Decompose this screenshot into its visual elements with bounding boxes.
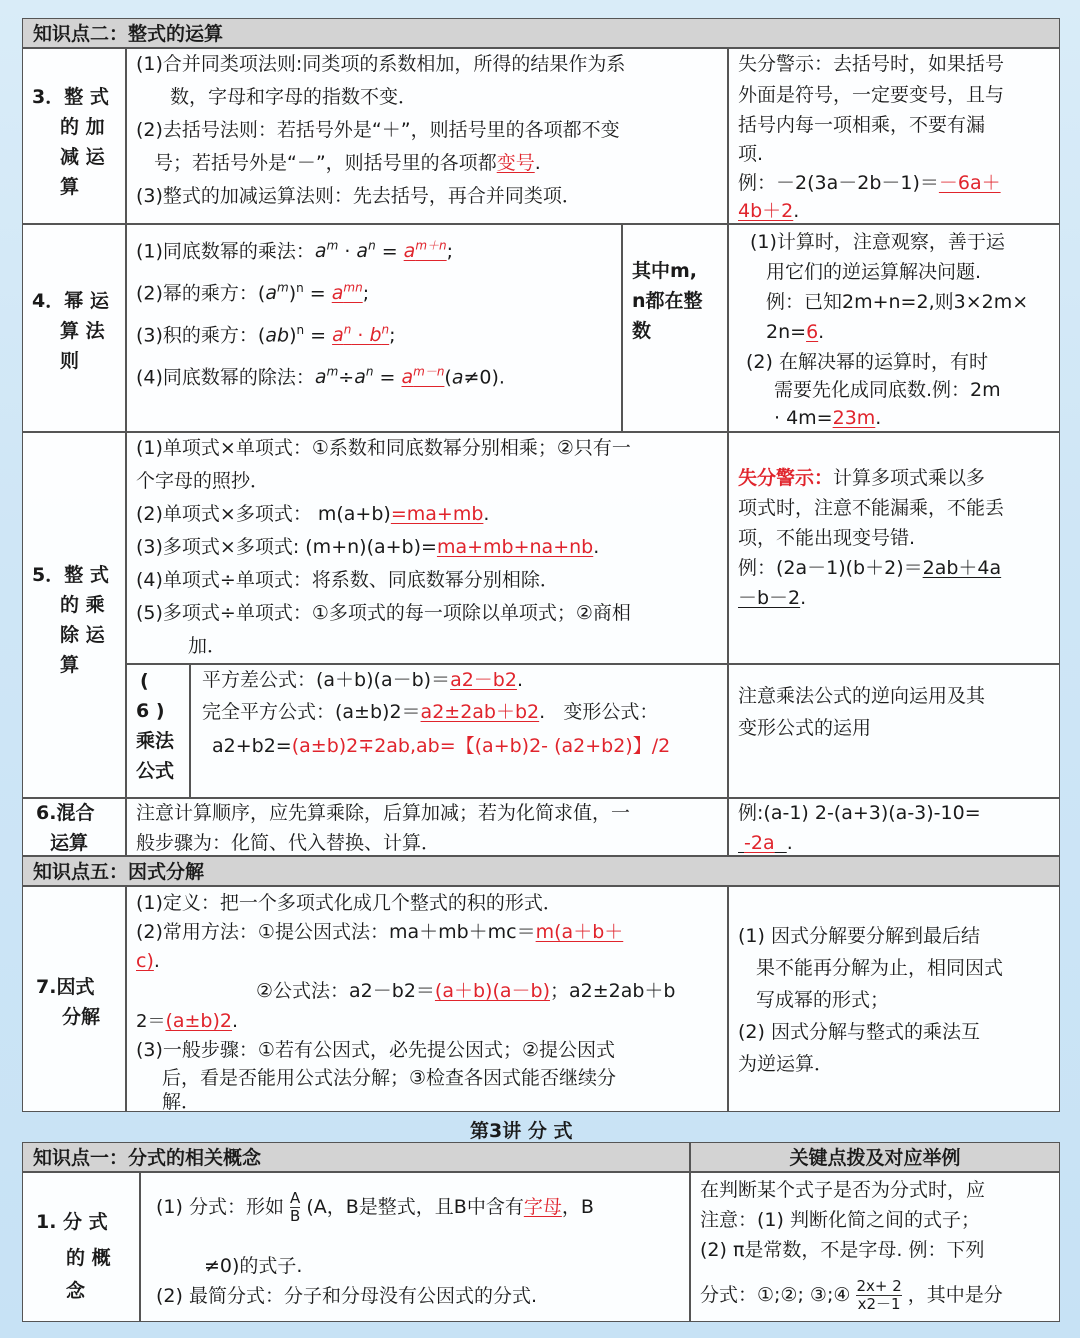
answer-text: (a±b)2 bbox=[165, 1010, 232, 1032]
note-text: 在判断某个式子是否为分式时，应 bbox=[700, 1179, 986, 1201]
note-text: -2a . bbox=[744, 832, 793, 854]
text-part: 分式：①;②; ③;④ bbox=[700, 1284, 851, 1306]
label-line: 6.混合 bbox=[36, 802, 95, 824]
label-line: 运算 bbox=[50, 832, 89, 854]
note-text: 为逆运算． bbox=[738, 1053, 834, 1075]
label-line: 4．幂 运 bbox=[32, 290, 109, 312]
text-part: (1)同底数幂的乘法： bbox=[136, 240, 315, 263]
note-text: 项式时，注意不能漏乘，不能丢 bbox=[738, 497, 1005, 519]
rule-text bbox=[136, 917, 623, 947]
label-line: 7.因式 bbox=[36, 976, 95, 998]
note-text: 注意乘法公式的逆向运用及其 bbox=[738, 685, 986, 707]
rule-text: 解． bbox=[162, 1091, 201, 1113]
label-line: 算 bbox=[60, 654, 80, 676]
label-line: 的 乘 bbox=[60, 594, 105, 616]
row-label bbox=[36, 798, 94, 858]
fraction-num: 2x+ 2 bbox=[856, 1277, 902, 1295]
text-part: ；a2±2ab＋b bbox=[549, 980, 676, 1002]
rule-text: (1)单项式×单项式：①系数和同底数幂分别相乘；②只有一 bbox=[136, 437, 631, 459]
label-line: 乘法 bbox=[136, 730, 175, 752]
rule-text: 个字母的照抄． bbox=[136, 470, 270, 492]
text-part: (3)多项式×多项式: (m+n)(a+b)= bbox=[136, 536, 437, 558]
answer-text: =ma+mb bbox=[390, 503, 484, 525]
rule-text: (3)一般步骤：①若有公因式，必先提公因式；②提公因式 bbox=[136, 1039, 615, 1061]
answer-text: ma+mb+na+nb bbox=[436, 536, 594, 558]
text-part: ②公式法：a2－b2＝ bbox=[256, 980, 435, 1002]
text-part: ，B bbox=[561, 1196, 594, 1218]
text-part: 计算多项式乘以多 bbox=[833, 467, 986, 489]
answer-text: －b－2 bbox=[738, 587, 801, 609]
note-text: 外面是符号，一定要变号，且与 bbox=[738, 84, 1005, 106]
rule-text: (1)合并同类项法则:同类项的系数相加，所得的结果作为系 bbox=[136, 53, 626, 75]
note-text: 用它们的逆运算解决问题. bbox=[766, 261, 982, 283]
text-part: (A，B是整式，且B中含有 bbox=[306, 1196, 524, 1218]
rule-text bbox=[256, 976, 676, 1006]
answer-text: m(a＋b＋ bbox=[535, 921, 624, 943]
label-line: 算 bbox=[60, 176, 80, 198]
label-line: 除 运 bbox=[60, 624, 105, 646]
formula-line: 完全平方公式：(a±b)2＝a2±2ab＋b2. 变形公式： bbox=[202, 701, 659, 723]
note-text bbox=[738, 462, 985, 495]
note-text bbox=[700, 1278, 1003, 1313]
row-label bbox=[36, 972, 100, 1032]
answer-text: (a＋b)(a－b) bbox=[434, 980, 550, 1002]
label-line: ( bbox=[140, 670, 149, 692]
label-line: 1. 分 式 bbox=[36, 1211, 108, 1233]
rule-text: (2)单项式×多项式： m(a+b)=ma+mb. bbox=[136, 503, 490, 525]
label-line: 的 概 bbox=[66, 1247, 111, 1269]
section-header-examples bbox=[690, 1142, 1060, 1172]
mid-note-line: 数 bbox=[632, 320, 652, 342]
label-line: 3．整 式 bbox=[32, 86, 109, 108]
note-text: 例:(a-1) 2-(a+3)(a-3)-10= bbox=[738, 802, 981, 824]
label-line: 的 加 bbox=[60, 116, 105, 138]
row-label bbox=[32, 560, 122, 680]
note-text: 例：已知2m+n=2,则3×2m× bbox=[766, 291, 1029, 313]
note-text: 注意：(1) 判断化简之间的式子； bbox=[700, 1209, 980, 1231]
note-text: (1)计算时，注意观察，善于运 bbox=[750, 231, 1005, 253]
note-text bbox=[738, 552, 1001, 585]
formula-line: (3)积的乘方：$(ab)^n = a^n \cdot b^n$; bbox=[136, 323, 396, 347]
section-header-text: 关键点拨及对应举例 bbox=[789, 1147, 961, 1169]
fraction bbox=[856, 1278, 901, 1313]
label-line: 5．整 式 bbox=[32, 564, 109, 586]
fraction bbox=[290, 1190, 300, 1225]
note-text: · 4m=23m. bbox=[774, 407, 882, 429]
rule-text: 后，看是否能用公式法分解；③检查各因式能否继续分 bbox=[162, 1067, 617, 1089]
text-part: 2n= bbox=[766, 321, 807, 343]
rule-text: (5)多项式÷单项式：①多项式的每一项除以单项式；②商相 bbox=[136, 602, 631, 624]
note-text: 失分警示：去括号时，如果括号 bbox=[738, 53, 1005, 75]
text-part: . bbox=[793, 200, 800, 222]
answer-text: -2a bbox=[744, 832, 775, 854]
label-line: 分解 bbox=[62, 1006, 101, 1028]
rule-text: 数，字母和字母的指数不变． bbox=[170, 86, 418, 108]
note-text: 2n=6. bbox=[766, 321, 825, 343]
fraction-num: A bbox=[290, 1189, 301, 1207]
text-part: 完全平方公式：(a±b)2＝ bbox=[202, 701, 421, 723]
text-part: ，其中是分 bbox=[907, 1284, 1003, 1306]
text-part: 号；若括号外是“－”，则括号里的各项都 bbox=[154, 152, 497, 174]
note-text: (1) 因式分解要分解到最后结 bbox=[738, 925, 980, 947]
rule-text: (2)去括号法则：若括号外是“＋”，则括号里的各项都不变 bbox=[136, 119, 620, 141]
answer-text: 4b＋2 bbox=[738, 200, 794, 222]
rule-text: (1)定义：把一个多项式化成几个整式的积的形式． bbox=[136, 892, 562, 914]
formula-line bbox=[212, 730, 670, 763]
text-part: 例：－2(3a－2b－1)＝ bbox=[738, 172, 939, 194]
rule-text bbox=[156, 1190, 594, 1225]
mid-note-line: 其中m, bbox=[632, 260, 698, 282]
note-text: 需要先化成同底数.例：2m bbox=[774, 379, 1001, 401]
text-part: 例：(2a－1)(b＋2)＝ bbox=[738, 557, 923, 579]
note-text: 项. bbox=[738, 143, 764, 165]
answer-text: －6a＋ bbox=[938, 172, 1001, 194]
note-text: 写成幂的形式； bbox=[756, 989, 890, 1011]
formula-line: 平方差公式：(a＋b)(a－b)＝a2－b2. bbox=[202, 669, 523, 691]
label-line: 算 法 bbox=[60, 320, 105, 342]
answer-text: a2±2ab＋b2 bbox=[420, 701, 540, 723]
formula-line: (4)同底数幂的除法：$a^m\div a^n = a^{m-n}(a\ne 0)$. bbox=[136, 365, 505, 389]
mid-note bbox=[632, 256, 703, 346]
rule-text: (2) 最简分式：分子和分母没有公因式的分式. bbox=[156, 1285, 537, 1307]
rule-text: 般步骤为：化简、代入替换、计算． bbox=[136, 832, 441, 854]
row-label bbox=[36, 1204, 111, 1306]
note-text: 括号内每一项相乘，不要有漏 bbox=[738, 114, 986, 136]
answer-text: c) bbox=[136, 950, 154, 972]
section-header-text: 知识点二：整式的运算 bbox=[33, 23, 224, 45]
formula-line: (1)同底数幂的乘法：$a^m \cdot a^n = a^{m+n}$; bbox=[136, 239, 454, 263]
section-header-2 bbox=[22, 18, 1060, 48]
note-text: 果不能再分解为止，相同因式 bbox=[756, 957, 1004, 979]
section-header-5 bbox=[22, 856, 1060, 886]
fraction-den: x2－1 bbox=[857, 1295, 901, 1313]
sub-label bbox=[136, 666, 174, 786]
mid-note-line: n都在整 bbox=[632, 290, 703, 312]
note-text: －b－2. bbox=[738, 587, 807, 609]
label-line: 公式 bbox=[136, 760, 175, 782]
note-text: (2) π是常数，不是字母. 例：下列 bbox=[700, 1239, 985, 1261]
note-text: (2) 在解决幂的运算时，有时 bbox=[746, 351, 988, 373]
text-part: (2)常用方法：①提公因式法：ma＋mb＋mc＝ bbox=[136, 921, 536, 943]
answer-text: 23m bbox=[832, 407, 876, 429]
lecture-title: 第3讲 分 式 bbox=[470, 1120, 573, 1142]
warning-label: 失分警示： bbox=[738, 467, 834, 489]
label-line: 6 ) bbox=[136, 700, 165, 722]
label-line: 念 bbox=[66, 1280, 86, 1302]
text-part: 变形公式： bbox=[563, 701, 659, 723]
note-text: 变形公式的运用 bbox=[738, 717, 872, 739]
fraction-den: B bbox=[290, 1207, 301, 1225]
note-text: (2) 因式分解与整式的乘法互 bbox=[738, 1021, 980, 1043]
answer-text: a2－b2 bbox=[450, 669, 517, 691]
text-part: (3)积的乘方： bbox=[136, 324, 258, 347]
rule-text: 2＝(a±b)2. bbox=[136, 1010, 239, 1032]
note-text: 项，不能出现变号错. bbox=[738, 527, 916, 549]
text-part: 平方差公式：(a＋b)(a－b)＝ bbox=[202, 669, 451, 691]
rule-text: 注意计算顺序，应先算乘除，后算加减；若为化简求值，一 bbox=[136, 802, 631, 824]
label-line: 则 bbox=[60, 350, 80, 372]
rule-text: c). bbox=[136, 950, 160, 972]
answer-text: (a±b)2∓2ab,ab=【(a+b)2- (a2+b2)】/2 bbox=[291, 735, 671, 757]
text-part: (1) 分式：形如 bbox=[156, 1196, 284, 1218]
text-part: · 4m= bbox=[774, 407, 833, 429]
rule-text: 加． bbox=[188, 635, 227, 657]
text-part: . bbox=[534, 152, 541, 174]
answer-text: 6 bbox=[806, 321, 819, 343]
label-line: 减 运 bbox=[60, 146, 105, 168]
answer-text: 变号 bbox=[496, 152, 535, 174]
text-part: 2＝ bbox=[136, 1011, 166, 1032]
rule-text: (4)单项式÷单项式：将系数、同底数幂分别相除． bbox=[136, 569, 559, 591]
section-header-concepts bbox=[22, 1142, 690, 1172]
rule-text: (3)整式的加减运算法则：先去括号，再合并同类项． bbox=[136, 185, 581, 207]
answer-text: 字母 bbox=[523, 1196, 562, 1218]
row-label bbox=[32, 286, 122, 376]
rule-text bbox=[154, 147, 541, 180]
rule-text: (3)多项式×多项式: (m+n)(a+b)=ma+mb+na+nb. bbox=[136, 536, 600, 558]
section-header-text: 知识点五：因式分解 bbox=[33, 861, 205, 883]
row-label bbox=[32, 82, 122, 202]
formula-line: (2)幂的乘方：$(a^m)^n = a^{mn}$; bbox=[136, 281, 370, 305]
rule-text: ≠0)的式子. bbox=[204, 1255, 303, 1277]
text-part: (4)同底数幂的除法： bbox=[136, 366, 315, 389]
text-part: (2)幂的乘方： bbox=[136, 282, 258, 305]
text-part: a2+b2= bbox=[212, 735, 292, 757]
text-part: (2)单项式×多项式： m(a+b) bbox=[136, 503, 391, 525]
answer-text: 2ab＋4a bbox=[922, 557, 1002, 579]
section-header-text: 知识点一：分式的相关概念 bbox=[33, 1147, 262, 1169]
